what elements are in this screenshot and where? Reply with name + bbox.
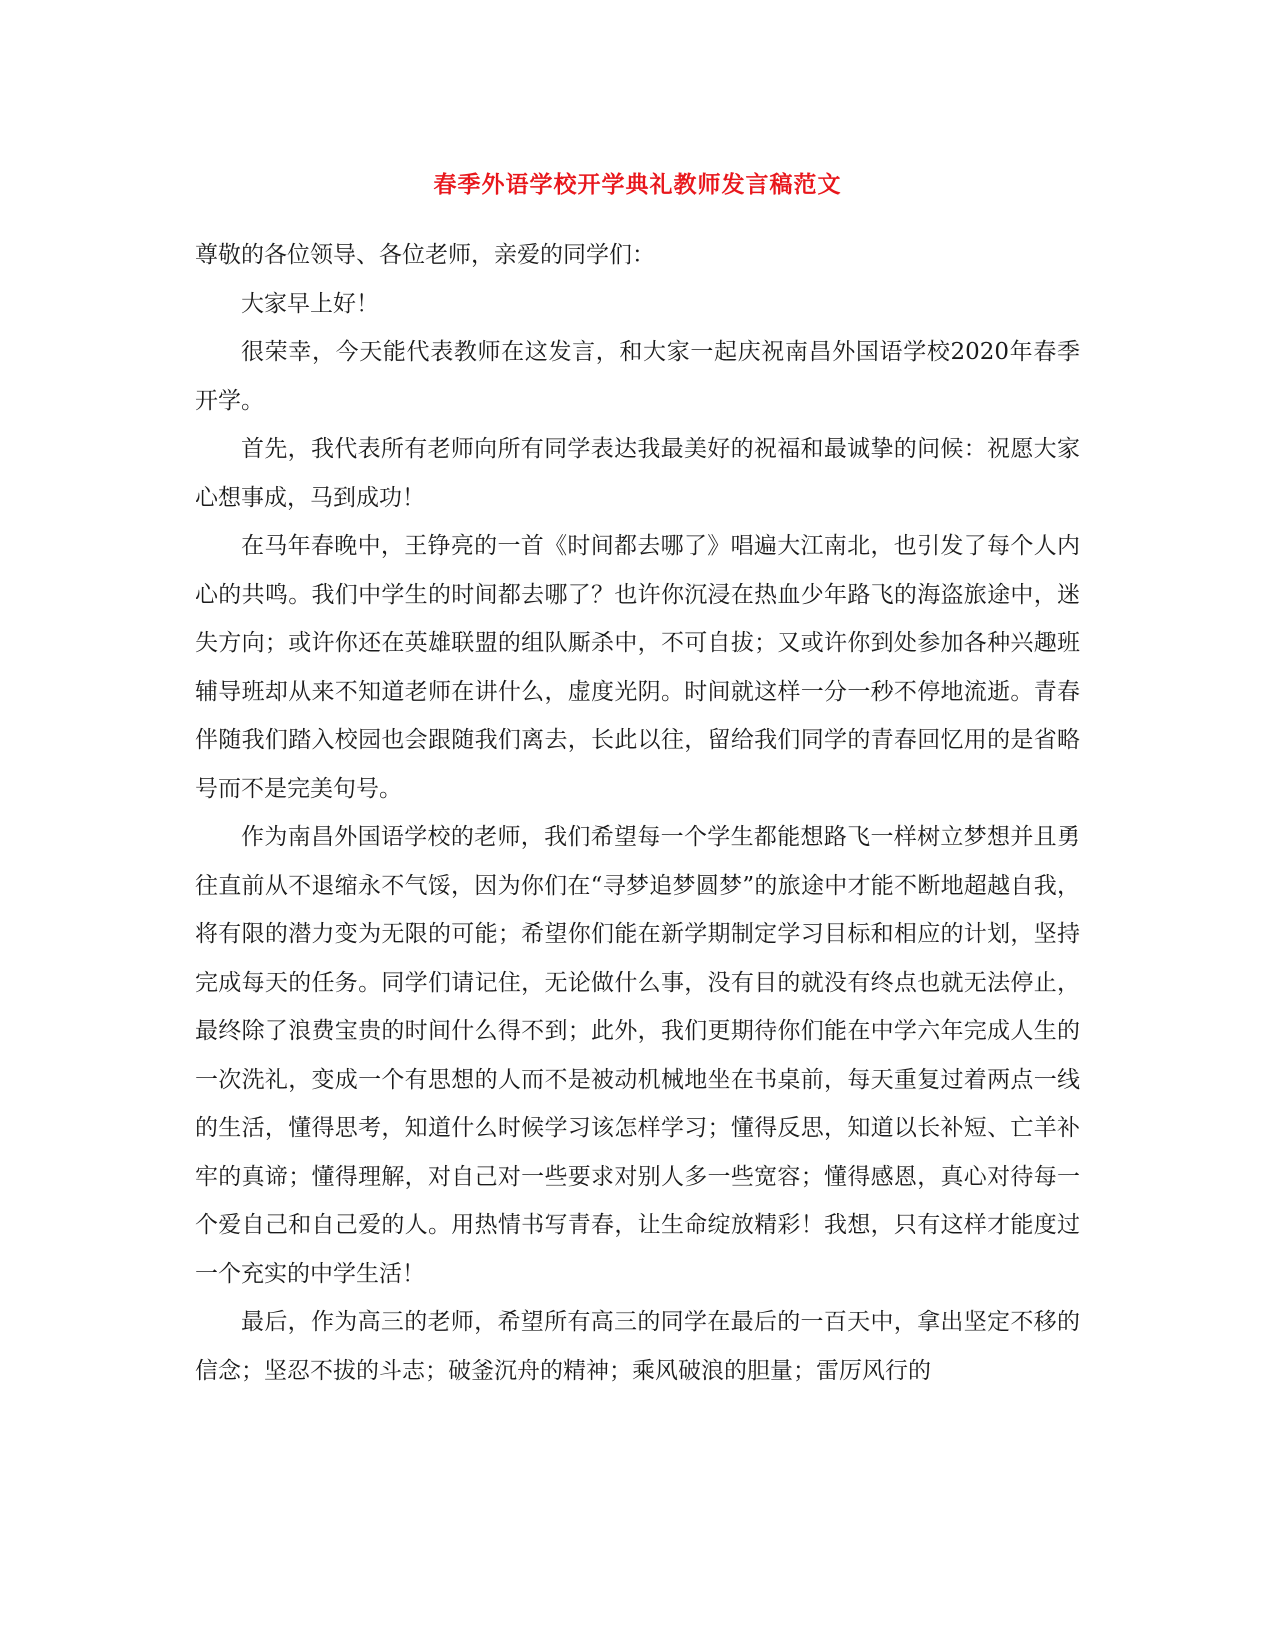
- document-title: 春季外语学校开学典礼教师发言稿范文: [433, 171, 842, 198]
- paragraph-senior-students: 最后，作为高三的老师，希望所有高三的同学在最后的一百天中，拿出坚定不移的信念；坚忍不拔的斗志；破釜沉舟的精神；乘风破浪的胆量；雷厉风行的: [195, 1309, 1080, 1384]
- document-body: [195, 231, 1080, 1395]
- paragraph-greeting: 大家早上好！: [241, 290, 379, 317]
- paragraph-introduction: 很荣幸，今天能代表教师在这发言，和大家一起庆祝南昌外国语学校2020年春季开学。: [195, 339, 1080, 414]
- paragraph-wishes: 首先，我代表所有老师向所有同学表达我最美好的祝福和最诚挚的问候：祝愿大家心想事成，马到成功！: [195, 436, 1080, 511]
- paragraph-hopes: 作为南昌外国语学校的老师，我们希望每一个学生都能想路飞一样树立梦想并且勇往直前从不退缩永不气馁，因为你们在“寻梦追梦圆梦”的旅途中才能不断地超越自我，将有限的潜力变为无限的可能；希望你们能在新学期制定学习目标和相应的计划，坚持完成每天的任务。同学们请记住，无论做什么事，没有目的就没有终点也就无法停止，最终除了浪费宝贵的时间什么得不到；此外，我们更期待你们能在中学六年完成人生的一次洗礼，变成一个有思想的人而不是被动机械地坐在书桌前，每天重复过着两点一线的生活，懂得思考，知道什么时候学习该怎样学习；懂得反思，知道以长补短、亡羊补牢的真谛；懂得理解，对自己对一些要求对别人多一些宽容；懂得感恩，真心对待每一个爱自己和自己爱的人。用热情书写青春，让生命绽放精彩！我想，只有这样才能度过一个充实的中学生活！: [195, 824, 1080, 1287]
- paragraph-time: 在马年春晚中，王铮亮的一首《时间都去哪了》唱遍大江南北，也引发了每个人内心的共鸣。我们中学生的时间都去哪了？也许你沉浸在热血少年路飞的海盗旅途中，迷失方向；或许你还在英雄联盟的组队厮杀中，不可自拔；又或许你到处参加各种兴趣班辅导班却从来不知道老师在讲什么，虚度光阴。时间就这样一分一秒不停地流逝。青春伴随我们踏入校园也会跟随我们离去，长此以往，留给我们同学的青春回忆用的是省略号而不是完美句号。: [195, 533, 1080, 802]
- salutation: 尊敬的各位领导、各位老师，亲爱的同学们：: [195, 242, 655, 268]
